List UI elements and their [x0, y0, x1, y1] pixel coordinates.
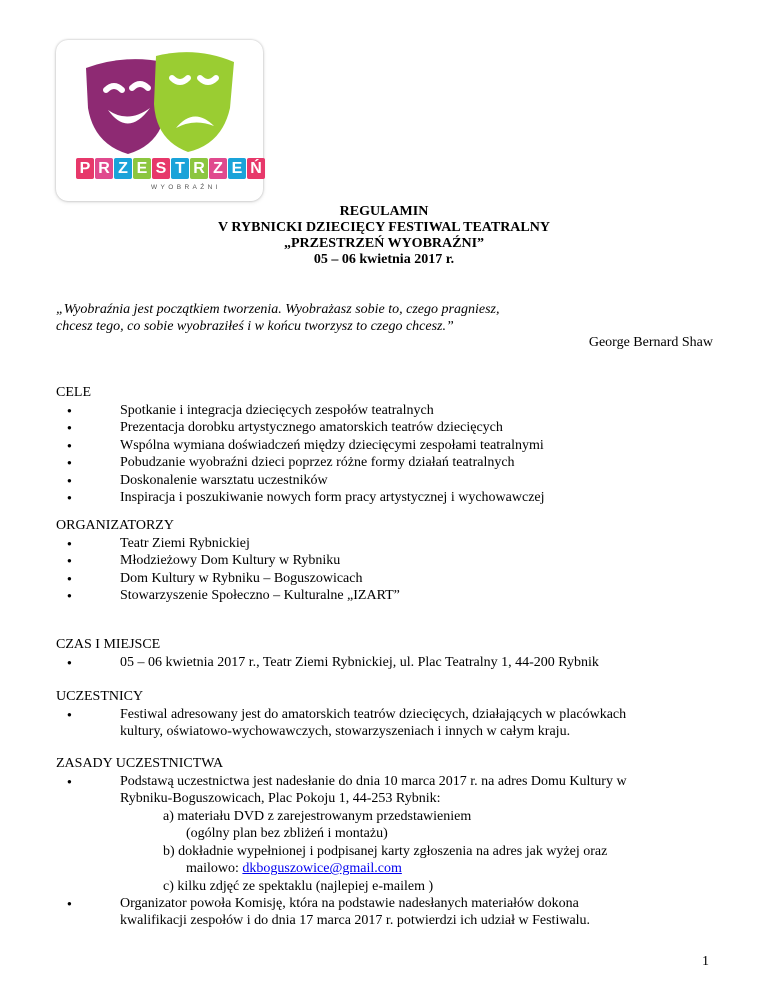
logo-letter: Z: [114, 158, 132, 179]
quote-line-1: „Wyobraźnia jest początkiem tworzenia. Wyobrażasz sobie to, czego pragniesz,: [56, 302, 500, 317]
zasady-list-2: [56, 895, 716, 930]
title-line-4: 05 – 06 kwietnia 2017 r.: [313, 252, 455, 267]
list-item: ● Inspiracja i poszukiwanie nowych form pracy artystycznej i wychowawczej: [56, 489, 716, 506]
logo-letter: Ń: [247, 158, 265, 179]
list-item: ● Prezentacja dorobku artystycznego amatorskich teatrów dziecięcych: [56, 419, 716, 436]
epigraph-quote: [56, 301, 716, 335]
list-item: ● 05 – 06 kwietnia 2017 r., Teatr Ziemi Rybnickiej, ul. Plac Teatralny 1, 44-200 Rybnik: [56, 654, 716, 671]
zasady-p1-line-1: ● Podstawą uczestnictwa jest nadesłanie do dnia 10 marca 2017 r. na adres Domu Kultury w: [120, 774, 627, 789]
list-item: [56, 773, 716, 808]
logo-letter: E: [133, 158, 151, 179]
list-item: ● Stowarzyszenie Społeczno – Kulturalne „IZART”: [56, 587, 716, 604]
quote-line-2: chcesz tego, co sobie wyobraziłeś i w końcu tworzysz to czego chcesz.”: [56, 319, 454, 334]
logo-letter: Z: [209, 158, 227, 179]
title-line-3: „PRZESTRZEŃ WYOBRAŹNI”: [283, 236, 485, 251]
zasady-sublist: [56, 808, 716, 895]
list-item: ● Młodzieżowy Dom Kultury w Rybniku: [56, 552, 716, 569]
section-heading-cele: CELE: [56, 385, 91, 400]
document-title: [0, 204, 768, 268]
zasady-p2-line-2: kwalifikacji zespołów i do dnia 17 marca 2017 r. potwierdzi ich udział w Festiwalu.: [120, 913, 591, 929]
logo-letter: P: [76, 158, 94, 179]
uczestnicy-list: [56, 706, 716, 741]
cele-list: [56, 402, 716, 506]
section-heading-organizatorzy: ORGANIZATORZY: [56, 518, 174, 533]
list-item: ● Pobudzanie wyobraźni dzieci poprzez różne formy działań teatralnych: [56, 454, 716, 471]
quote-author: George Bernard Shaw: [588, 335, 713, 350]
logo-wordmark: [76, 158, 266, 179]
email-link[interactable]: dkboguszowice@gmail.com: [242, 861, 402, 877]
logo-subtitle: WYOBRAŹNI: [151, 184, 221, 191]
title-line-1: REGULAMIN: [339, 204, 429, 219]
sub-item-b-cont: [56, 860, 716, 877]
organizatorzy-list: [56, 535, 716, 605]
zasady-p1-line-2: Rybniku-Boguszowicach, Plac Pokoju 1, 44-253 Rybnik:: [120, 791, 441, 807]
list-item: ● Teatr Ziemi Rybnickiej: [56, 535, 716, 552]
sub-item-a-cont: (ogólny plan bez zbliżeń i montażu): [186, 826, 388, 842]
section-heading-zasady: ZASADY UCZESTNICTWA: [56, 756, 224, 771]
festival-logo: [56, 40, 263, 201]
sub-item-a: a) materiału DVD z zarejestrowanym przedstawieniem: [163, 809, 472, 824]
zasady-list: [56, 773, 716, 808]
section-heading-uczestnicy: UCZESTNICY: [56, 689, 144, 704]
logo-letter: R: [95, 158, 113, 179]
uczestnicy-line-2: kultury, oświatowo-wychowawczych, stowarzyszeniach i innych w całym kraju.: [120, 724, 571, 740]
page-number: 1: [702, 954, 709, 969]
list-item: ● Doskonalenie warsztatu uczestników: [56, 472, 716, 489]
logo-letter: S: [152, 158, 170, 179]
theatre-masks-icon: [76, 48, 244, 160]
sub-item-b: b) dokładnie wypełnionej i podpisanej karty zgłoszenia na adres jak wyżej oraz: [163, 843, 608, 859]
logo-letter: E: [228, 158, 246, 179]
section-heading-czas: CZAS I MIEJSCE: [56, 637, 161, 652]
list-item: [56, 706, 716, 741]
email-prefix: mailowo:: [186, 861, 243, 877]
logo-letter: R: [190, 158, 208, 179]
list-item: [56, 895, 716, 930]
list-item: ● Spotkanie i integracja dziecięcych zespołów teatralnych: [56, 402, 716, 419]
list-item: ● Wspólna wymiana doświadczeń między dziecięcymi zespołami teatralnymi: [56, 437, 716, 454]
uczestnicy-line-1: ● Festiwal adresowany jest do amatorskich teatrów dziecięcych, działających w placówkach: [120, 707, 627, 722]
title-line-2: V RYBNICKI DZIECIĘCY FESTIWAL TEATRALNY: [218, 220, 550, 235]
logo-letter: T: [171, 158, 189, 179]
zasady-p2-line-1: ● Organizator powoła Komisję, która na podstawie nadesłanych materiałów dokona: [120, 896, 579, 911]
list-item: ● Dom Kultury w Rybniku – Boguszowicach: [56, 570, 716, 587]
sub-item-c: c) kilku zdjęć ze spektaklu (najlepiej e-mailem ): [163, 878, 434, 894]
czas-list: [56, 654, 716, 671]
